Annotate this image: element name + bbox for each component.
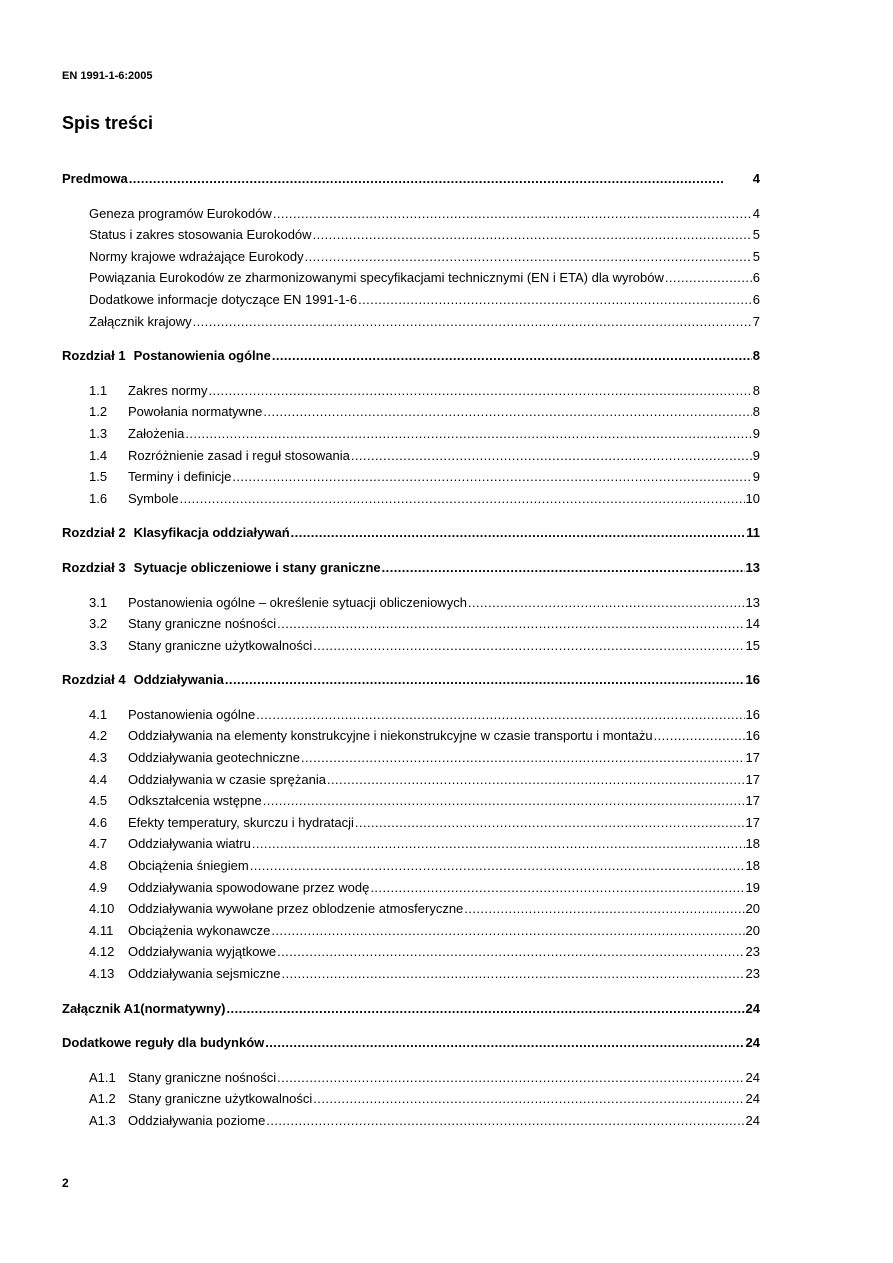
- page-number: 2: [62, 1176, 69, 1190]
- dot-leader: [277, 613, 744, 635]
- toc-entry-page: 16: [745, 672, 760, 688]
- toc-entry-title: Stany graniczne nośności: [128, 1069, 277, 1085]
- toc-entry-page: 20: [745, 901, 760, 917]
- toc-entry-number: Rozdział 2: [62, 525, 126, 541]
- toc-entry-title: Zakres normy: [128, 382, 208, 398]
- toc-entry-page: 9: [752, 469, 760, 485]
- toc-entry-title: Odkształcenia wstępne: [128, 793, 262, 809]
- toc-entry-title: Oddziaływania spowodowane przez wodę: [128, 879, 370, 895]
- dot-leader: [208, 380, 751, 402]
- toc-entry[interactable]: [62, 557, 760, 579]
- toc-entry-number: 1.1: [89, 382, 108, 398]
- toc-entry-title: Oddziaływania wywołane przez oblodzenie atmosferyczne: [128, 901, 464, 917]
- toc-entry-title: Sytuacje obliczeniowe i stany graniczne: [133, 559, 381, 575]
- toc-entry[interactable]: [62, 747, 760, 769]
- toc-entry-title: Stany graniczne użytkowalności: [128, 637, 313, 653]
- toc-entry[interactable]: [62, 877, 760, 899]
- dot-leader: [313, 635, 744, 657]
- toc-entry[interactable]: [62, 289, 760, 311]
- toc-entry-page: 6: [752, 291, 760, 307]
- toc-entry-number: 4.3: [89, 750, 108, 766]
- dot-leader: [277, 1067, 744, 1089]
- toc-entry-page: 20: [745, 922, 760, 938]
- dot-leader: [180, 488, 745, 510]
- toc-entry[interactable]: [62, 769, 760, 791]
- dot-leader: [301, 747, 745, 769]
- dot-leader: [370, 877, 744, 899]
- toc-entry[interactable]: [62, 401, 760, 423]
- toc-entry-title: Predmowa: [62, 171, 128, 186]
- dot-leader: [250, 855, 745, 877]
- toc-entry-number: 4.1: [89, 706, 108, 722]
- toc-entry-title: Załącznik A1(normatywny): [62, 1000, 226, 1016]
- toc-entry-number: 4.7: [89, 836, 108, 852]
- toc-entry-number: A1.2: [89, 1091, 116, 1107]
- toc-entry-page: 8: [752, 348, 760, 364]
- toc-entry[interactable]: [62, 704, 760, 726]
- toc-entry[interactable]: [62, 224, 760, 246]
- dot-leader: [225, 669, 745, 691]
- dot-leader: [355, 812, 745, 834]
- dot-leader: [271, 920, 744, 942]
- toc-entry-title: Oddziaływania wyjątkowe: [128, 944, 277, 960]
- toc-entry[interactable]: [62, 1088, 760, 1110]
- toc-entry-number: 1.2: [89, 404, 108, 420]
- dot-leader: [464, 898, 744, 920]
- toc-entry-title: Klasyfikacja oddziaływań: [133, 525, 290, 541]
- dot-leader: [382, 557, 745, 579]
- toc-entry[interactable]: [62, 592, 760, 614]
- toc-entry-page: 17: [745, 771, 760, 787]
- dot-leader: [273, 203, 752, 225]
- toc-entry-number: 1.6: [89, 490, 108, 506]
- toc-entry[interactable]: [62, 345, 760, 367]
- dot-leader: [185, 423, 751, 445]
- toc-entry-title: Oddziaływania sejsmiczne: [128, 966, 281, 981]
- toc-entry-page: 13: [745, 594, 760, 610]
- toc-entry-page: 23: [745, 966, 760, 981]
- toc-entry-title: Oddziaływania: [133, 672, 224, 688]
- document-header: EN 1991-1-6:2005: [62, 70, 153, 82]
- toc-entry-number: 4.5: [89, 793, 108, 809]
- toc-entry-number: 3.1: [89, 594, 108, 610]
- toc-entry-page: 11: [746, 525, 760, 541]
- toc-entry-number: 1.4: [89, 447, 108, 463]
- toc-entry-title: Postanowienia ogólne – określenie sytuacji obliczeniowych: [128, 594, 467, 610]
- toc-entry-page: 7: [752, 313, 760, 329]
- toc-entry-title: Założenia: [128, 425, 185, 441]
- toc-entry-page: 10: [745, 490, 760, 506]
- toc-entry-number: 4.8: [89, 858, 108, 874]
- toc-entry-page: 14: [745, 616, 760, 632]
- toc-entry[interactable]: [62, 998, 760, 1020]
- toc-entry-page: 23: [745, 944, 760, 960]
- dot-leader: [281, 963, 744, 985]
- dot-leader: [232, 466, 751, 488]
- dot-leader: [263, 790, 745, 812]
- dot-leader: [227, 998, 745, 1020]
- toc-entry[interactable]: [62, 855, 760, 877]
- toc-entry-number: 4.6: [89, 814, 108, 830]
- toc-entry-number: 4.2: [89, 728, 108, 744]
- toc-entry[interactable]: [62, 466, 760, 488]
- toc-entry-page: 17: [745, 814, 760, 830]
- table-of-contents: [62, 168, 760, 1132]
- toc-entry[interactable]: [62, 669, 760, 691]
- dot-leader: [313, 1088, 744, 1110]
- toc-entry-title: Postanowienia ogólne: [128, 706, 256, 722]
- toc-entry-title: Stany graniczne nośności: [128, 616, 277, 632]
- toc-entry-page: 6: [752, 270, 760, 286]
- toc-entry[interactable]: [62, 267, 760, 289]
- toc-entry-title: Dodatkowe informacje dotyczące EN 1991-1-6: [89, 291, 358, 307]
- toc-entry[interactable]: [62, 246, 760, 268]
- toc-entry-title: Oddziaływania na elementy konstrukcyjne i niekonstrukcyjne w czasie transportu i montażu: [128, 728, 653, 744]
- toc-entry[interactable]: [62, 522, 760, 544]
- toc-entry-title: Oddziaływania poziome: [128, 1112, 266, 1128]
- toc-entry-number: 4.12: [89, 944, 115, 960]
- toc-entry-page: 8: [752, 404, 760, 420]
- toc-entry-page: 5: [752, 227, 760, 243]
- toc-entry-page: 18: [745, 858, 760, 874]
- page-title: Spis treści: [62, 113, 154, 133]
- toc-entry-title: Załącznik krajowy: [89, 313, 192, 329]
- toc-entry-title: Symbole: [128, 490, 179, 506]
- toc-entry-number: 1.3: [89, 425, 108, 441]
- toc-entry-number: Rozdział 3: [62, 559, 126, 575]
- toc-entry-title: Efekty temperatury, skurczu i hydratacji: [128, 814, 354, 830]
- toc-entry-page: 24: [745, 1091, 760, 1107]
- toc-entry-page: 24: [745, 1112, 760, 1128]
- toc-entry[interactable]: [62, 941, 760, 963]
- toc-entry-title: Powołania normatywne: [128, 404, 263, 420]
- toc-entry-page: 5: [752, 248, 760, 264]
- toc-entry-title: Stany graniczne użytkowalności: [128, 1091, 313, 1107]
- toc-entry-page: 16: [745, 728, 760, 744]
- toc-entry-number: 4.4: [89, 771, 108, 787]
- toc-entry-page: 16: [745, 706, 760, 722]
- dot-leader: [291, 522, 746, 544]
- toc-entry-number: 3.2: [89, 616, 108, 632]
- toc-entry-number: 4.10: [89, 901, 115, 917]
- toc-entry[interactable]: [62, 1067, 760, 1089]
- toc-entry[interactable]: [62, 168, 760, 190]
- toc-entry-title: Rozróżnienie zasad i reguł stosowania: [128, 447, 350, 463]
- toc-entry-page: 24: [745, 1069, 760, 1085]
- toc-entry-page: 9: [752, 425, 760, 441]
- toc-entry-page: 18: [745, 836, 760, 852]
- toc-entry[interactable]: [62, 898, 760, 920]
- toc-entry-title: Normy krajowe wdrażające Eurokody: [89, 248, 304, 264]
- toc-entry-page: 17: [745, 793, 760, 809]
- toc-entry-number: 1.5: [89, 469, 108, 485]
- toc-entry[interactable]: [62, 725, 760, 747]
- toc-entry-title: Oddziaływania wiatru: [128, 836, 251, 852]
- dot-leader: [256, 704, 744, 726]
- toc-entry-page: 24: [745, 1035, 760, 1051]
- toc-entry[interactable]: [62, 380, 760, 402]
- toc-entry-title: Obciążenia śniegiem: [128, 858, 249, 874]
- dot-leader: [193, 311, 752, 333]
- toc-entry-page: 4: [752, 205, 760, 221]
- toc-entry-number: 4.11: [89, 922, 114, 938]
- dot-leader: [665, 267, 752, 289]
- toc-entry-page: 4: [752, 171, 760, 186]
- toc-entry-page: 24: [745, 1000, 760, 1016]
- toc-entry-number: 3.3: [89, 637, 108, 653]
- toc-entry-title: Postanowienia ogólne: [133, 348, 271, 364]
- toc-entry-number: Rozdział 4: [62, 672, 126, 688]
- toc-entry-number: Rozdział 1: [62, 348, 126, 364]
- toc-entry-title: Terminy i definicje: [128, 469, 232, 485]
- toc-entry[interactable]: [62, 1032, 760, 1054]
- toc-entry-title: Oddziaływania geotechniczne: [128, 750, 300, 766]
- dot-leader: [358, 289, 752, 311]
- toc-entry-number: A1.3: [89, 1112, 116, 1128]
- toc-entry-page: 9: [752, 447, 760, 463]
- toc-entry[interactable]: [62, 963, 760, 985]
- dot-leader: [313, 224, 752, 246]
- toc-entry[interactable]: [62, 488, 760, 510]
- toc-entry-number: 4.13: [89, 966, 115, 981]
- dot-leader: [129, 168, 752, 190]
- dot-leader: [351, 445, 752, 467]
- toc-entry[interactable]: [62, 613, 760, 635]
- toc-entry-page: 13: [745, 559, 760, 575]
- toc-entry-title: Obciążenia wykonawcze: [128, 922, 271, 938]
- dot-leader: [654, 725, 745, 747]
- dot-leader: [272, 345, 752, 367]
- toc-entry[interactable]: [62, 311, 760, 333]
- toc-entry-title: Dodatkowe reguły dla budynków: [62, 1035, 265, 1051]
- dot-leader: [252, 833, 745, 855]
- toc-entry-title: Geneza programów Eurokodów: [89, 205, 272, 221]
- toc-entry-number: A1.1: [89, 1069, 116, 1085]
- toc-entry-title: Powiązania Eurokodów ze zharmonizowanymi specyfikacjami technicznymi (EN i ETA) dla wyrobów: [89, 270, 664, 286]
- dot-leader: [277, 941, 744, 963]
- toc-entry-page: 8: [752, 382, 760, 398]
- dot-leader: [266, 1110, 744, 1132]
- toc-entry-title: Oddziaływania w czasie sprężania: [128, 771, 326, 787]
- toc-entry[interactable]: [62, 635, 760, 657]
- dot-leader: [468, 592, 745, 614]
- dot-leader: [327, 769, 745, 791]
- dot-leader: [265, 1032, 744, 1054]
- toc-entry[interactable]: [62, 423, 760, 445]
- toc-entry-page: 17: [745, 750, 760, 766]
- dot-leader: [263, 401, 751, 423]
- toc-entry-page: 19: [745, 879, 760, 895]
- dot-leader: [305, 246, 752, 268]
- toc-entry-page: 15: [745, 637, 760, 653]
- toc-entry[interactable]: [62, 833, 760, 855]
- toc-entry[interactable]: [62, 920, 760, 942]
- toc-entry-title: Status i zakres stosowania Eurokodów: [89, 227, 312, 243]
- toc-entry-number: 4.9: [89, 879, 108, 895]
- toc-entry[interactable]: [62, 812, 760, 834]
- toc-entry[interactable]: [62, 445, 760, 467]
- toc-entry[interactable]: [62, 203, 760, 225]
- toc-entry[interactable]: [62, 790, 760, 812]
- toc-entry[interactable]: [62, 1110, 760, 1132]
